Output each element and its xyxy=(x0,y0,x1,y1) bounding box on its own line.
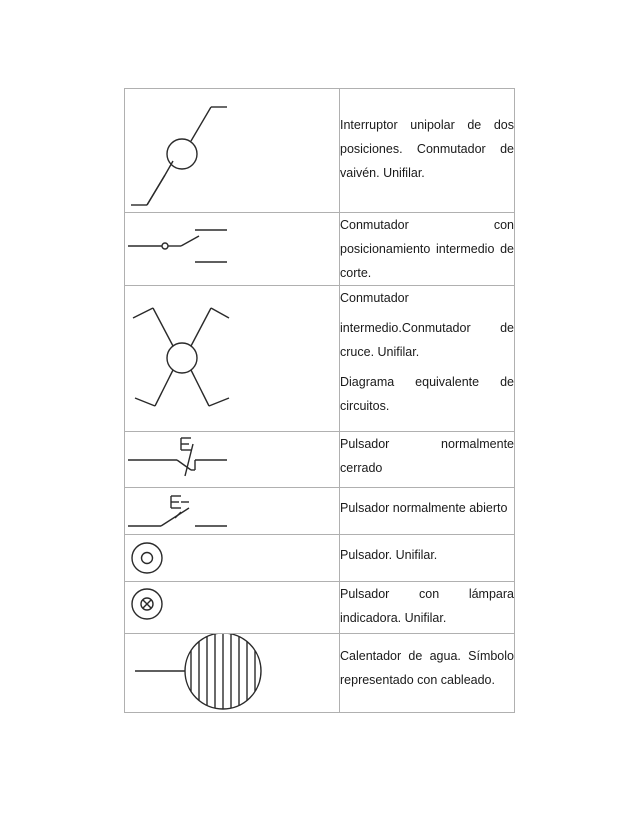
description-cell xyxy=(340,286,515,432)
water-heater-icon xyxy=(125,634,339,713)
symbol-cell xyxy=(125,213,340,286)
cross-switch-icon xyxy=(125,286,339,432)
description-line: vaivén. Unifilar. xyxy=(340,166,425,180)
description-line: Conmutador xyxy=(340,291,409,305)
symbol-cell xyxy=(125,89,340,213)
description-cell xyxy=(340,432,515,488)
table-row xyxy=(125,488,515,535)
description-line: representado con cableado. xyxy=(340,673,495,687)
symbol-cell xyxy=(125,432,340,488)
description-line: posiciones. Conmutador de xyxy=(340,142,514,156)
table-row xyxy=(125,213,515,286)
table-row xyxy=(125,89,515,213)
description-cell xyxy=(340,488,515,535)
description-cell xyxy=(340,634,515,713)
description-line: Interruptor unipolar de dos xyxy=(340,118,514,132)
normally-open-pushbutton-icon xyxy=(125,488,339,535)
intermediate-cutoff-switch-icon xyxy=(125,213,339,282)
description-cell xyxy=(340,89,515,213)
description-line: cerrado xyxy=(340,461,383,475)
symbol-table xyxy=(124,88,515,713)
symbol-cell xyxy=(125,286,340,432)
description-line: Pulsador. Unifilar. xyxy=(340,548,438,562)
table-row xyxy=(125,535,515,582)
normally-closed-pushbutton-icon xyxy=(125,432,339,488)
pushbutton-icon xyxy=(125,535,339,582)
description-line: Calentador de agua. Símbolo xyxy=(340,649,514,663)
pushbutton-lamp-icon xyxy=(125,582,339,634)
table-row xyxy=(125,432,515,488)
description-line: circuitos. xyxy=(340,399,390,413)
description-line: cruce. Unifilar. xyxy=(340,345,420,359)
description-line: Diagrama equivalente de xyxy=(340,375,514,389)
description-line: corte. xyxy=(340,266,372,280)
description-line: Pulsador normalmente abierto xyxy=(340,501,508,515)
description-line: Conmutador con xyxy=(340,218,514,232)
table-row xyxy=(125,582,515,634)
description-line: posicionamiento intermedio de xyxy=(340,242,514,256)
description-line: indicadora. Unifilar. xyxy=(340,611,447,625)
description-cell xyxy=(340,582,515,634)
description-cell xyxy=(340,535,515,582)
description-line: Pulsador con lámpara xyxy=(340,587,514,601)
symbol-cell xyxy=(125,488,340,535)
two-position-switch-icon xyxy=(125,89,339,213)
symbol-cell xyxy=(125,634,340,713)
symbol-cell xyxy=(125,582,340,634)
table-row xyxy=(125,286,515,432)
description-cell xyxy=(340,213,515,286)
description-line: intermedio.Conmutador de xyxy=(340,321,514,335)
description-line: Pulsador normalmente xyxy=(340,437,514,451)
table-row xyxy=(125,634,515,713)
symbol-cell xyxy=(125,535,340,582)
